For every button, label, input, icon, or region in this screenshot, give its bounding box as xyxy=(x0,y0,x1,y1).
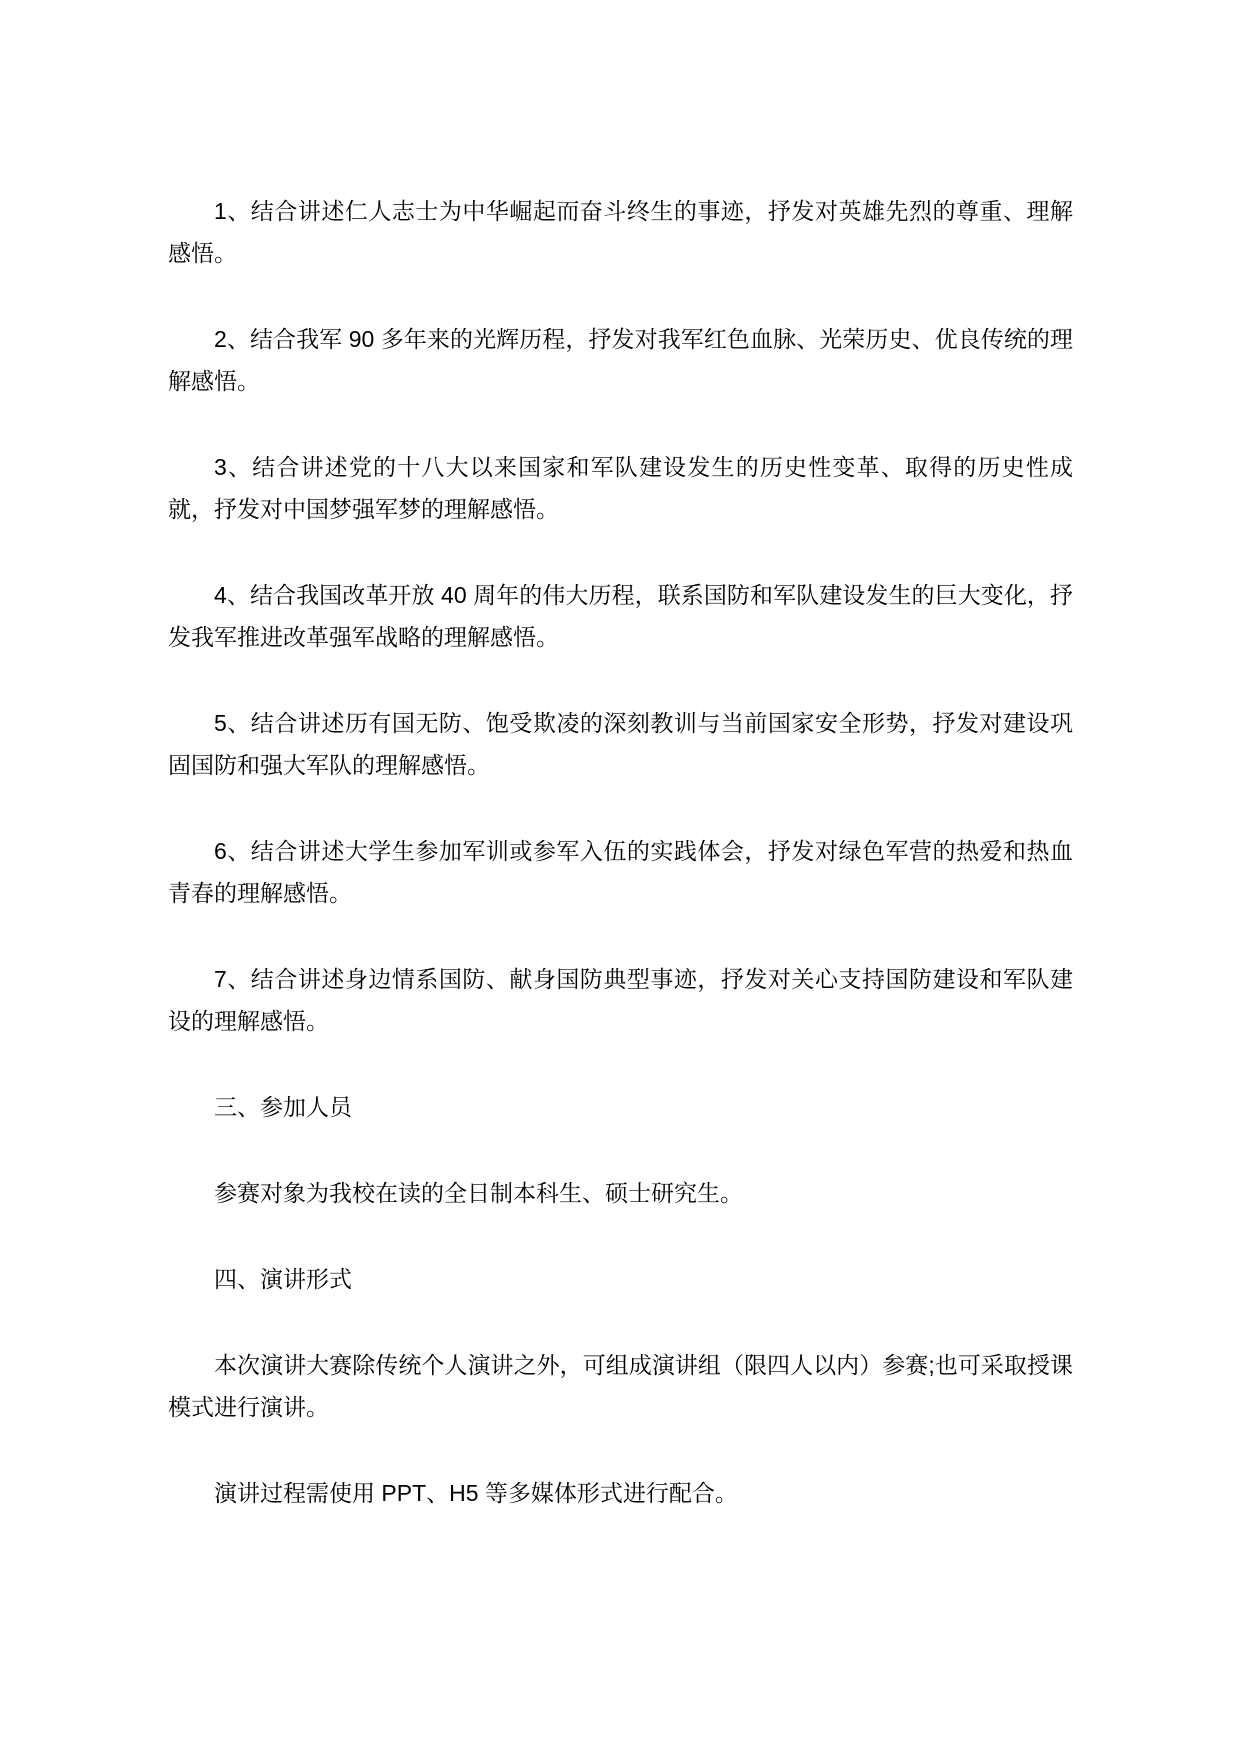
document-body xyxy=(168,190,1073,1514)
numbered-item-4: 4、结合我国改革开放 40 周年的伟大历程，联系国防和军队建设发生的巨大变化，抒发我军推进改革强军战略的理解感悟。 xyxy=(168,582,1073,650)
numbered-item-7: 7、结合讲述身边情系国防、献身国防典型事迹，抒发对关心支持国防建设和军队建设的理解感悟。 xyxy=(168,966,1073,1034)
numbered-item-6: 6、结合讲述大学生参加军训或参军入伍的实践体会，抒发对绿色军营的热爱和热血青春的理解感悟。 xyxy=(168,838,1073,906)
body-participants: 参赛对象为我校在读的全日制本科生、硕士研究生。 xyxy=(214,1180,743,1206)
numbered-item-1: 1、结合讲述仁人志士为中华崛起而奋斗终生的事迹，抒发对英雄先烈的尊重、理解感悟。 xyxy=(168,198,1073,266)
body-format-1: 本次演讲大赛除传统个人演讲之外，可组成演讲组（限四人以内）参赛;也可采取授课模式进行演讲。 xyxy=(168,1352,1073,1420)
body-format-2: 演讲过程需使用 PPT、H5 等多媒体形式进行配合。 xyxy=(214,1480,738,1506)
numbered-item-3: 3、结合讲述党的十八大以来国家和军队建设发生的历史性变革、取得的历史性成就，抒发对中国梦强军梦的理解感悟。 xyxy=(168,454,1073,522)
numbered-item-5: 5、结合讲述历有国无防、饱受欺凌的深刻教训与当前国家安全形势，抒发对建设巩固国防和强大军队的理解感悟。 xyxy=(168,710,1073,778)
section-heading-participants: 三、参加人员 xyxy=(214,1094,352,1120)
numbered-item-2: 2、结合我军 90 多年来的光辉历程，抒发对我军红色血脉、光荣历史、优良传统的理解感悟。 xyxy=(168,326,1073,394)
section-heading-format: 四、演讲形式 xyxy=(214,1266,352,1292)
